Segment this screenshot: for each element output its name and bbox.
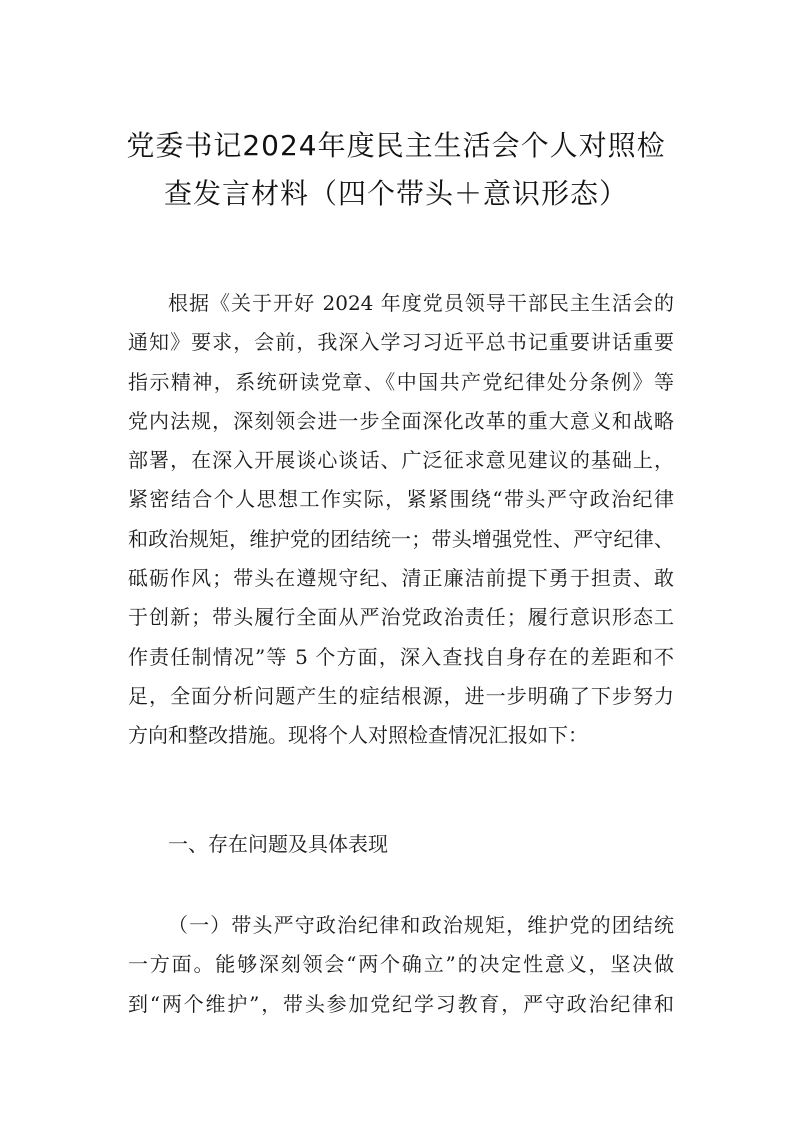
paragraph-line: 紧密结合个人思想工作实际，紧紧围绕“带头严守政治纪律 — [128, 487, 674, 512]
paragraph-line: 到“两个维护”，带头参加党纪学习教育，严守政治纪律和 — [128, 991, 674, 1016]
paragraph-line: 指示精神，系统研读党章、《中国共产党纪律处分条例》等 — [128, 369, 674, 394]
section-heading: 一、存在问题及具体表现 — [168, 832, 388, 856]
title-line-2: 查发言材料（四个带头＋意识形态） — [163, 177, 628, 210]
document-title — [96, 122, 696, 218]
paragraph-line: 党内法规，深刻领会进一步全面深化改革的重大意义和战略 — [128, 408, 674, 433]
paragraph-line: 部署，在深入开展谈心谈话、广泛征求意见建议的基础上， — [128, 448, 674, 473]
paragraph-line: 作责任制情况”等 5 个方面，深入查找自身存在的差距和不 — [128, 644, 674, 669]
paragraph-line: （一）带头严守政治纪律和政治规矩，维护党的团结统 — [168, 913, 674, 937]
section-paragraph — [128, 906, 674, 1024]
paragraph-line: 于创新；带头履行全面从严治党政治责任；履行意识形态工 — [128, 605, 674, 630]
title-line-1: 党委书记2024年度民主生活会个人对照检 — [126, 129, 666, 162]
paragraph-line: 一方面。能够深刻领会“两个确立”的决定性意义，坚决做 — [128, 952, 674, 977]
paragraph-line: 和政治规矩，维护党的团结统一；带头增强党性、严守纪律、 — [128, 526, 674, 551]
paragraph-line: 砥砺作风；带头在遵规守纪、清正廉洁前提下勇于担责、敢 — [128, 566, 674, 591]
paragraph-line: 根据《关于开好 2024 年度党员领导干部民主生活会的 — [168, 291, 674, 315]
paragraph-line: 方向和整改措施。现将个人对照检查情况汇报如下： — [128, 723, 588, 748]
paragraph-line: 通知》要求，会前，我深入学习习近平总书记重要讲话重要 — [128, 330, 674, 355]
intro-paragraph — [128, 284, 674, 756]
paragraph-line: 足，全面分析问题产生的症结根源，进一步明确了下步努力 — [128, 683, 674, 708]
